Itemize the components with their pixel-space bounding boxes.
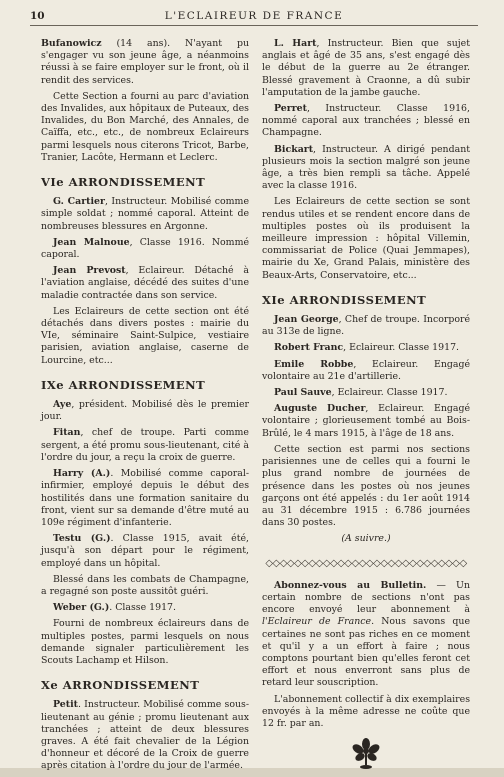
entry-petit: Petit. Instructeur. Mobilisé comme sous-lieutenant au génie ; promu lieutenant aux tranchées ; atteint de deux blessures graves. A été fait chevalier de la Légion d'honneur et décoré de la Croix de guerre après citation à l'ordre du jour de l'armée. (41, 699, 249, 772)
section-note: Les Eclaireurs de cette section se sont rendus utiles et se rendent encore dans de multiples postes où ils produisent la meilleure impression : hôpital Villemin, commissariat de Police (Quai Jemmapes), mairie du Xe, Grand Palais, ministère des Beaux-Arts, Conservatoire, etc... (262, 196, 470, 281)
left-column (41, 38, 249, 777)
entry-testu-note: Blessé dans les combats de Champagne, a regagné son poste aussitôt guéri. (41, 573, 249, 597)
entry-weber: Weber (G.). Classe 1917. (53, 602, 176, 614)
section-heading-10: Xe ARRONDISSEMENT (41, 678, 200, 693)
entry-robbe: Emile Robbe, Eclaireur. Engagé volontaire au 21e d'artillerie. (262, 358, 470, 382)
section-heading-6: VIe ARRONDISSEMENT (41, 175, 206, 190)
right-column (262, 38, 470, 774)
subscription-price: L'abonnement collectif à dix exemplaires envoyés à la même adresse ne coûte que 12 fr. par an. (262, 693, 470, 729)
entry-sauve: Paul Sauve, Eclaireur. Classe 1917. (274, 387, 448, 399)
entry-aye: Aye, président. Mobilisé dès le premier jour. (41, 399, 249, 423)
entry-prevost: Jean Prevost, Eclaireur. Détaché à l'aviation anglaise, décédé des suites d'une maladie contractée dans son service. (41, 265, 249, 301)
subscription-notice: Abonnez-vous au Bulletin. — Un certain nombre de sections n'ont pas encore envoyé leur abonnement à l'Eclaireur de France. Nous savons que certaines ne sont pas riches en ce moment et qu'il y a un effort à faire ; nous comptons pourtant bien qu'elles feront cet effort et nous enverront sans plus de retard leur souscription. (262, 579, 470, 689)
entry-malnoue: Jean Malnoue, Classe 1916. Nommé caporal. (41, 236, 250, 261)
entry-harry: Harry (A.). Mobilisé comme caporal-infirmier, employé depuis le début des hostilités dans une formation sanitaire du front, vient sur sa demande d'être muté au 109e régiment d'infanterie. (41, 468, 250, 528)
entry-cartier: G. Cartier, Instructeur. Mobilisé comme simple soldat ; nommé caporal. Atteint de nombreuses blessures en Argonne. (41, 196, 249, 232)
page-header (30, 9, 478, 26)
section-heading-9: IXe ARRONDISSEMENT (41, 377, 206, 392)
flower-ornament-icon (262, 736, 470, 774)
running-title: L'ECLAIREUR DE FRANCE (164, 10, 344, 22)
section-note: Fourni de nombreux éclaireurs dans de multiples postes, parmi lesquels on nous demande signaler particulièrement les Scouts Lachamp et Hilson. (41, 618, 249, 666)
entry-bickart: Bickart, Instructeur. A dirigé pendant plusieurs mois la section malgré son jeune âge, a très bien rempli sa tâche. Appelé avec la classe 1916. (262, 143, 470, 192)
to-be-continued: (A suivre.) (341, 533, 391, 545)
section-note: Les Eclaireurs de cette section ont été détachés dans divers postes : mairie du VIe, séminaire Saint-Sulpice, vestiaire parisien, aviation anglaise, caserne de Lourcine, etc... (41, 305, 249, 366)
entry-franc: Robert Franc, Eclaireur. Classe 1917. (274, 342, 460, 354)
entry-fitan: Fitan, chef de troupe. Parti comme sergent, a été promu sous-lieutenant, cité à l'ordre du jour, a reçu la croix de guerre. (41, 427, 249, 463)
entry-bufanowicz: Bufanowicz (14 ans). N'ayant pu s'engager vu son jeune âge, a néanmoins réussi à se faire employer sur le front, où il rendit des services. (41, 38, 249, 86)
section-heading-11: XIe ARRONDISSEMENT (262, 292, 427, 307)
entry-george: Jean George, Chef de troupe. Incorporé au 313e de ligne. (262, 314, 470, 338)
entry-testu: Testu (G.). Classe 1915, avait été, jusqu'à son départ pour le régiment, employé dans un hôpital. (41, 533, 250, 569)
section-note: Cette section est parmi nos sections parisiennes une de celles qui a fourni le plus grand nombre de journées de présence dans les postes où nos jeunes garçons ont été appelés : du 1er août 1914 au 31 décembre 1915 : 6.786 journées dans 30 postes. (262, 443, 470, 529)
ornamental-divider: ◇◇◇◇◇◇◇◇◇◇◇◇◇◇◇◇◇◇◇◇◇◇◇◇◇◇◇◇ (265, 557, 467, 569)
page-number: 10 (30, 10, 45, 22)
entry-perret: Perret, Instructeur. Classe 1916, nommé caporal aux tranchées ; blessé en Champagne. (262, 103, 470, 139)
entry-ducher: Auguste Ducher, Eclaireur. Engagé volontaire ; glorieusement tombé au Bois-Brûlé, le 4 mars 1915, à l'âge de 18 ans. (262, 403, 470, 439)
section-note: Cette Section a fourni au parc d'aviation des Invalides, aux hôpitaux de Puteaux, des Invalides, du Bon Marché, des Annales, de Caïffa, etc., etc., de nombreux Eclaireurs parmi lesquels nous citerons Tricot, Barbe, Tranier, Lacôte, Hermann et Leclerc. (41, 90, 249, 163)
entry-hart: L. Hart, Instructeur. Bien que sujet anglais et âgé de 35 ans, s'est engagé dès le début de la guerre au 2e étranger. Blessé gravement à Craonne, a dû subir l'amputation de la jambe gauche. (262, 38, 471, 98)
